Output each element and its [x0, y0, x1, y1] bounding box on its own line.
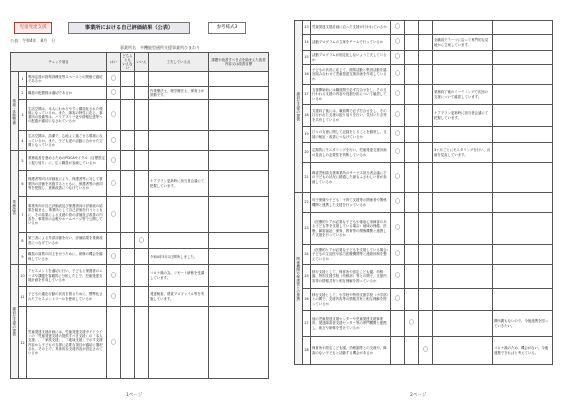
office-name: 事業所名 多機能型通所支援事業所ひまわり [120, 45, 200, 50]
check-item-text: （医療的ケアが必要な子どもを支援している場合）子どもの主治医や協力医療機関等と連絡体制を整えているか [311, 245, 391, 265]
answer-neither: 〇 [405, 311, 419, 337]
answer-neither [121, 151, 135, 171]
table-row [11, 249, 269, 265]
answer-no [135, 197, 149, 233]
header-improvement: 課題や改善すべき点を踏まえた改善内容又は改善目標 [209, 53, 269, 72]
item-number: 17 [303, 85, 311, 105]
answer-neither [121, 171, 135, 197]
check-item-text: 児童発達支援計画に沿った支援が行われているか [311, 21, 391, 35]
answer-no [135, 72, 149, 87]
answer-neither [405, 65, 419, 85]
answer-yes [107, 233, 121, 249]
check-item-text: 日々の支援に関して記録をとることを徹底し、支援の検証・改善につなげているか [311, 127, 391, 143]
table-row [11, 171, 269, 197]
improvement-plan: 開所間もないので、今後連携を図っていきたい。 [493, 311, 553, 337]
improvement-plan [493, 289, 553, 311]
header-no: いいえ [135, 53, 149, 72]
table-row [295, 51, 553, 65]
answer-no [135, 131, 149, 151]
answer-yes [391, 337, 405, 365]
answer-neither [121, 249, 135, 265]
table-row [295, 265, 553, 289]
check-item-text: 利用定員が指導訓練室等スペースとの関係で適切であるか [27, 72, 107, 87]
check-item-text: 児童発達支援計画には、児童発達支援ガイドラインの「児童発達支援の提供すべき支援」の「本人支援」、「家族支援」、「地域支援」で示す支援内容から子どもの支援に必要な項目が適切に選択され、その上で、具体的な支援内容が設定されているか [27, 307, 107, 379]
answer-yes: 〇 [107, 171, 121, 197]
item-number: 23 [303, 213, 311, 245]
table-row [295, 127, 553, 143]
answer-yes: 〇 [391, 213, 405, 245]
item-number: 24 [303, 245, 311, 265]
answer-neither [405, 143, 419, 163]
answer-neither [405, 213, 419, 245]
answer-yes: 〇 [107, 87, 121, 100]
item-number: 18 [303, 105, 311, 127]
item-number: 3 [19, 100, 27, 131]
efforts-note: 作業療法士、理学療法士、保育士が常勤です。 [149, 87, 209, 100]
answer-yes: 〇 [107, 72, 121, 87]
efforts-note: ケアプラン更新時に担当者会議にて把握しています。 [433, 105, 493, 127]
table-row [11, 151, 269, 171]
item-number: 21 [303, 163, 311, 193]
check-item-text: 第三者による外部評価を行い、評価結果を業務改善につなげているか [27, 233, 107, 249]
answer-neither [405, 193, 419, 213]
efforts-note [149, 72, 209, 87]
check-item-text: 業務改善を進めるためのPDCAサイクル（目標設定と振り返り）に、広く職員が参画しているか [27, 151, 107, 171]
answer-yes: 〇 [107, 287, 121, 307]
answer-no [419, 265, 433, 289]
improvement-plan [209, 100, 269, 131]
table-row [11, 233, 269, 249]
table-row [11, 131, 269, 151]
header-efforts: 工夫している点 [149, 53, 209, 72]
answer-neither [121, 87, 135, 100]
answer-yes: 〇 [391, 85, 405, 105]
improvement-plan [209, 171, 269, 197]
improvement-plan [493, 21, 553, 35]
efforts-note [433, 51, 493, 65]
section-label: 関係機関や保護者との連携 [295, 193, 303, 365]
check-item-text: 支援開始前には職員間で必ず打合せをし、その日行われる支援の内容や役割分担について確認しているか [311, 85, 391, 105]
check-item-text: 活動プログラムが固定化しないよう工夫しているか [311, 51, 391, 65]
efforts-note: ケアプラン更新時に担当者会議にて把握しています。 [149, 171, 209, 197]
item-number: 11 [19, 287, 27, 307]
improvement-plan [493, 213, 553, 245]
answer-neither [405, 245, 419, 265]
evaluation-table-page2 [294, 20, 553, 365]
improvement-plan [493, 51, 553, 65]
item-number: 7 [19, 197, 27, 233]
answer-neither [405, 105, 419, 127]
answer-neither [121, 287, 135, 307]
table-row [11, 100, 269, 131]
item-number: 10 [19, 265, 27, 287]
answer-no [419, 163, 433, 193]
answer-yes: 〇 [391, 265, 405, 289]
item-number: 25 [303, 265, 311, 289]
efforts-note [433, 65, 493, 85]
section-label: 適切な支援の提供 [11, 265, 19, 379]
efforts-note: 3ヶ月ごとにモニタリングを行い、計画を見直しています。 [433, 143, 493, 163]
item-number: 12 [19, 307, 27, 379]
answer-no [419, 289, 433, 311]
header-neither: どちらとも いえない [122, 53, 133, 71]
improvement-plan [493, 127, 553, 143]
page-2 [292, 20, 554, 398]
improvement-plan: コロナ禍のため、機会がない。今後連携できればと考えている。 [493, 337, 553, 365]
answer-neither [405, 21, 419, 35]
answer-neither [121, 131, 135, 151]
answer-no [135, 307, 149, 379]
answer-yes [391, 311, 405, 337]
efforts-note: 全職員でテーマに沿って専門的な見地から立案しています。 [433, 35, 493, 51]
check-item-text: 生活空間は、清潔で、心地よく過ごせる環境になっているか。また、子ども達の活動に合わせた空間となっているか [27, 131, 107, 151]
check-item-text: 事業所向け自己評価表及び保護者向け評価表の結果を踏まえ、事業所として自己評価を行うとともに、その結果による支援の質の評価及び改善の内容を、事業所の会報やホームページ等で公開しているか [27, 197, 107, 233]
answer-yes: 〇 [391, 289, 405, 311]
answer-no [419, 51, 433, 65]
item-number: 20 [303, 143, 311, 163]
page-number: 2ページ [410, 393, 427, 398]
improvement-plan [209, 72, 269, 87]
header-check-item: チェック項目 [11, 53, 107, 72]
section-label: 業務改善 [11, 151, 19, 265]
table-row [11, 72, 269, 87]
efforts-note: コロナ禍の為、リモート研修を受講しています。 [149, 265, 209, 287]
improvement-plan [493, 85, 553, 105]
improvement-plan [493, 65, 553, 85]
check-item-text: 定期的にモニタリングを行い、児童発達支援計画の見直しの必要性を判断しているか [311, 143, 391, 163]
improvement-plan [493, 35, 553, 51]
answer-no [419, 245, 433, 265]
table-row [295, 311, 553, 337]
answer-neither [121, 100, 135, 131]
table-row [295, 105, 553, 127]
item-number: 5 [19, 151, 27, 171]
check-item-text: 移行支援として、保育所や認定こども園、幼稚園、特別支援学校（幼稚部）等との間で、支援内容等の情報共有と相互理解を図っているか [311, 265, 391, 289]
service-type-badge: 児童発達支援 [14, 22, 52, 34]
improvement-plan [493, 245, 553, 265]
item-number: 8 [19, 233, 27, 249]
answer-yes: 〇 [391, 143, 405, 163]
item-number: 2 [19, 87, 27, 100]
answer-no [135, 100, 149, 131]
answer-no [419, 35, 433, 51]
check-item-text: 生活空間は、本人にわかりやすく構造化された環境になっているか。また、障害の特性に応じ、事業所の設備等は、バリアフリー化や情報伝達等への配慮が適切になされているか [27, 100, 107, 131]
item-number: 27 [303, 311, 311, 337]
efforts-note: 業務終了後のミーティングで次回の支援について確認しています。 [433, 85, 493, 105]
table-row [11, 197, 269, 233]
improvement-plan [493, 105, 553, 127]
check-item-text: （医療的ケアが必要な子どもや重症心身障害のある子ども等を支援している場合）地域の保健、医療、障害福祉、保育、教育等の関係機関と連携した支援を行っているか [311, 213, 391, 245]
efforts-note [149, 131, 209, 151]
item-number: 6 [19, 171, 27, 197]
answer-neither [405, 35, 419, 51]
efforts-note [433, 289, 493, 311]
check-item-text: 他の児童発達支援センターや児童発達支援事業所、発達障害者支援センター等の専門機関と連携し、助言や研修を受けているか [311, 311, 391, 337]
answer-no: 〇 [419, 337, 433, 365]
table-row [11, 265, 269, 287]
table-row [295, 245, 553, 265]
improvement-plan [493, 143, 553, 163]
answer-no [135, 171, 149, 197]
item-number: 14 [303, 35, 311, 51]
efforts-note [433, 127, 493, 143]
item-number: 19 [303, 127, 311, 143]
answer-neither [121, 72, 135, 87]
answer-no [135, 265, 149, 287]
answer-yes: 〇 [391, 21, 405, 35]
answer-yes: 〇 [107, 131, 121, 151]
answer-no [419, 311, 433, 337]
page-number: 1ページ [126, 393, 143, 398]
table-header-row [11, 53, 269, 72]
section-label: 適切な支援の提供 [295, 21, 303, 193]
table-row [295, 337, 553, 365]
table-row [295, 65, 553, 85]
answer-yes: 〇 [107, 307, 121, 379]
improvement-plan [209, 287, 269, 307]
improvement-plan [209, 233, 269, 249]
page-1 [8, 20, 270, 398]
table-row [295, 85, 553, 105]
answer-neither [405, 51, 419, 65]
efforts-note [433, 311, 493, 337]
improvement-plan [209, 307, 269, 379]
efforts-note [149, 197, 209, 233]
item-number: 9 [19, 249, 27, 265]
efforts-note: 令和4年5月1日開所しました。 [149, 249, 209, 265]
answer-no: 〇 [135, 233, 149, 249]
check-item-text: 移行支援として、小学校や特別支援学校（小学部）との間で、支援内容等の情報共有と相互理解を図っているか [311, 289, 391, 311]
efforts-note [433, 213, 493, 245]
table-row [11, 307, 269, 379]
answer-neither [405, 289, 419, 311]
improvement-plan [493, 193, 553, 213]
answer-yes: 〇 [391, 193, 405, 213]
answer-yes: 〇 [391, 65, 405, 85]
improvement-plan [209, 265, 269, 287]
table-row [11, 287, 269, 307]
efforts-note [433, 265, 493, 289]
check-item-text: 活動プログラムの立案をチームで行っているか [311, 35, 391, 51]
header-yes: はい [107, 53, 121, 72]
efforts-note [433, 21, 493, 35]
improvement-plan [209, 197, 269, 233]
table-row [11, 87, 269, 100]
answer-yes: 〇 [107, 197, 121, 233]
answer-yes: 〇 [391, 35, 405, 51]
check-item-text: 支援終了後には、職員間で必ず打合せをし、その日行われた支援の振り返りを行い、気付いた点等を共有しているか [311, 105, 391, 127]
check-item-text: 保育所や認定こども園、幼稚園等との交流や、障害のない子どもと活動する機会があるか [311, 337, 391, 365]
answer-no [419, 65, 433, 85]
improvement-plan [209, 151, 269, 171]
table-row [295, 193, 553, 213]
answer-neither [121, 307, 135, 379]
check-item-text: 障害児相談支援事業所のサービス担当者会議にその子どもの状況に精通した最もふさわしい者が参画しているか [311, 163, 391, 193]
answer-neither [405, 163, 419, 193]
answer-no [419, 193, 433, 213]
check-item-text: 保護者等向け評価表により、保護者等に対して事業所の評価を実施するとともに、保護者等の意向等を把握し、業務改善につなげているか [27, 171, 107, 197]
answer-no [135, 249, 149, 265]
item-number: 15 [303, 51, 311, 65]
section-label: 環境・体制整備 [11, 72, 19, 151]
answer-no [135, 87, 149, 100]
evaluation-table-page1 [10, 52, 269, 379]
improvement-plan [493, 265, 553, 289]
table-row [295, 163, 553, 193]
table-row [295, 35, 553, 51]
answer-yes: 〇 [107, 151, 121, 171]
table-row [295, 289, 553, 311]
answer-yes: 〇 [107, 100, 121, 131]
improvement-plan [209, 87, 269, 100]
check-item-text: 職員の資質の向上を行うために、研修の機会を確保しているか [27, 249, 107, 265]
publish-date: 公表：令和4年 8月 日 [10, 38, 56, 43]
item-number: 1 [19, 72, 27, 87]
answer-no [419, 85, 433, 105]
efforts-note [149, 100, 209, 131]
answer-yes: 〇 [107, 265, 121, 287]
efforts-note [433, 337, 493, 365]
item-number: 26 [303, 289, 311, 311]
check-item-text: 子どもの適応行動の状況を図るために、標準化されたアセスメントツールを使用しているか [27, 287, 107, 307]
answer-no [419, 21, 433, 35]
item-number: 4 [19, 131, 27, 151]
answer-yes: 〇 [391, 245, 405, 265]
check-item-text: 母子保健や子ども・子育て支援等の関係者や関係機関と連携した支援を行っているか [311, 193, 391, 213]
answer-yes: 〇 [391, 127, 405, 143]
answer-yes: 〇 [391, 105, 405, 127]
efforts-note [433, 163, 493, 193]
answer-no [419, 105, 433, 127]
table-row [295, 21, 553, 35]
efforts-note [149, 151, 209, 171]
check-item-text: アセスメントを適切に行い、子どもと保護者のニーズや課題を客観的に分析した上で、児童発達支援計画を作成しているか [27, 265, 107, 287]
check-item-text: 子どもの状況に応じて、個別活動と集団活動を適宜組み合わせて児童発達支援計画を作成しているか [311, 65, 391, 85]
efforts-note [149, 233, 209, 249]
answer-neither [121, 265, 135, 287]
table-row [295, 143, 553, 163]
answer-no [135, 151, 149, 171]
efforts-note [149, 307, 209, 379]
efforts-note: 発達検査、感覚プロファイル等を実施しています。 [149, 287, 209, 307]
document-title: 事業所における自己評価結果（公表） [68, 22, 190, 34]
answer-neither [121, 233, 135, 249]
answer-no [419, 213, 433, 245]
answer-neither [405, 337, 419, 365]
item-number: 28 [303, 337, 311, 365]
answer-no [419, 143, 433, 163]
answer-neither [121, 197, 135, 233]
improvement-plan [493, 163, 553, 193]
table-row [295, 213, 553, 245]
form-number-label: 参考様式3 [208, 22, 246, 34]
efforts-note [433, 193, 493, 213]
answer-yes: 〇 [391, 163, 405, 193]
improvement-plan [209, 249, 269, 265]
answer-neither [405, 265, 419, 289]
item-number: 22 [303, 193, 311, 213]
answer-yes: 〇 [107, 249, 121, 265]
answer-no [419, 127, 433, 143]
answer-neither [405, 85, 419, 105]
item-number: 16 [303, 65, 311, 85]
item-number: 13 [303, 21, 311, 35]
answer-neither [405, 127, 419, 143]
improvement-plan [209, 131, 269, 151]
efforts-note [433, 245, 493, 265]
answer-yes: 〇 [391, 51, 405, 65]
check-item-text: 職員の配置数は適切であるか [27, 87, 107, 100]
answer-no [135, 287, 149, 307]
